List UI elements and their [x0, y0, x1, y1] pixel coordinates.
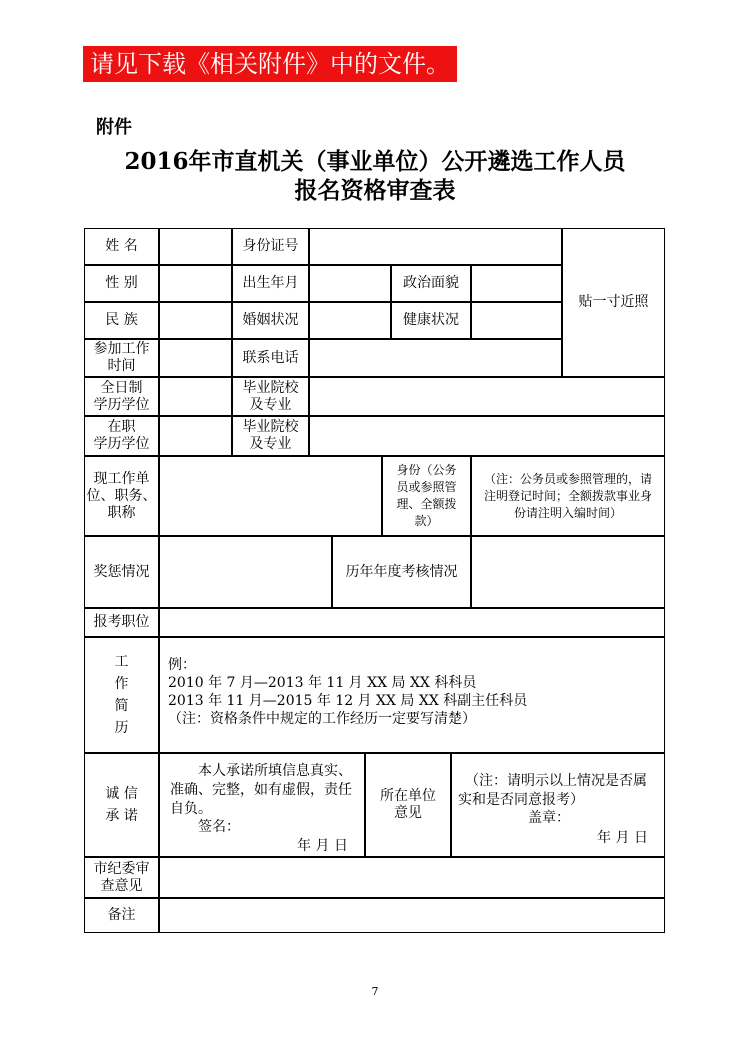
fulltime-edu-label: 全日制 学历学位 [84, 377, 159, 416]
phone-field[interactable] [309, 339, 562, 377]
id-number-label: 身份证号 [232, 228, 309, 265]
inservice-school-label: 毕业院校 及专业 [232, 416, 309, 456]
unit-opinion-date: 年 月 日 [597, 830, 648, 846]
gender-field[interactable] [159, 265, 232, 302]
integrity-text: 本人承诺所填信息真实、准确、完整，如有虚假，责任自负。 [170, 763, 352, 817]
current-unit-label: 现工作单 位、职务、 职称 [84, 456, 159, 536]
birth-label: 出生年月 [232, 265, 309, 302]
marital-label: 婚姻状况 [232, 302, 309, 339]
remarks-label: 备注 [84, 898, 159, 933]
unit-seal-label: 盖章： [528, 810, 570, 826]
remarks-field[interactable] [159, 898, 665, 933]
work-start-label: 参加工作 时间 [84, 339, 159, 377]
current-unit-field[interactable] [159, 456, 382, 536]
resume-line-1: 2010 年 7 月—2013 年 11 月 XX 局 XX 科科员 [168, 675, 477, 691]
integrity-date: 年 月 日 [297, 838, 348, 854]
phone-label: 联系电话 [232, 339, 309, 377]
political-field[interactable] [471, 265, 562, 302]
birth-field[interactable] [309, 265, 391, 302]
political-label: 政治面貌 [391, 265, 471, 302]
resume-line-2: 2013 年 11 月—2015 年 12 月 XX 局 XX 科副主任科员 [168, 693, 528, 709]
identity-note: （注：公务员或参照管理的，请注明登记时间；全额拨款事业身份请注明入编时间） [471, 456, 665, 536]
health-label: 健康状况 [391, 302, 471, 339]
identity-label: 身份（公务 员或参照管 理、全额拨 款） [382, 456, 471, 536]
rewards-label: 奖惩情况 [84, 536, 159, 608]
ethnicity-label: 民 族 [84, 302, 159, 339]
health-field[interactable] [471, 302, 562, 339]
assessment-label: 历年年度考核情况 [332, 536, 471, 608]
document-title: 2016年市直机关（事业单位）公开遴选工作人员 [124, 148, 626, 175]
rewards-field[interactable] [159, 536, 332, 608]
gender-label: 性 别 [84, 265, 159, 302]
fulltime-edu-field[interactable] [159, 377, 232, 416]
download-notice-banner: 请见下载《相关附件》中的文件。 [83, 46, 457, 82]
fulltime-school-label: 毕业院校 及专业 [232, 377, 309, 416]
inservice-edu-field[interactable] [159, 416, 232, 456]
page-number: 7 [371, 985, 379, 998]
document-subtitle: 报名资格审查表 [294, 177, 456, 204]
resume-line-0: 例： [168, 657, 196, 673]
unit-opinion-box [451, 753, 665, 857]
resume-line-3: （注：资格条件中规定的工作经历一定要写清楚） [168, 711, 476, 727]
resume-label: 工 作 简 历 [84, 637, 159, 753]
name-field[interactable] [159, 228, 232, 265]
photo-placeholder: 贴一寸近照 [562, 228, 665, 377]
unit-opinion-text: （注：请明示以上情况是否属实和是否同意报考） [458, 773, 647, 808]
integrity-sign-label: 签名： [198, 819, 240, 835]
integrity-box [159, 753, 365, 857]
ethnicity-field[interactable] [159, 302, 232, 339]
work-start-field[interactable] [159, 339, 232, 377]
integrity-label: 诚 信 承 诺 [84, 753, 159, 857]
attachment-label: 附件 [96, 117, 132, 138]
assessment-field[interactable] [471, 536, 665, 608]
inservice-edu-label: 在职 学历学位 [84, 416, 159, 456]
id-number-field[interactable] [309, 228, 562, 265]
resume-field[interactable] [159, 637, 665, 753]
discipline-label: 市纪委审 查意见 [84, 857, 159, 898]
fulltime-school-field[interactable] [309, 377, 665, 416]
discipline-field[interactable] [159, 857, 665, 898]
inservice-school-field[interactable] [309, 416, 665, 456]
marital-field[interactable] [309, 302, 391, 339]
name-label: 姓 名 [84, 228, 159, 265]
unit-opinion-label: 所在单位 意见 [365, 753, 451, 857]
position-label: 报考职位 [84, 608, 159, 637]
position-field[interactable] [159, 608, 665, 637]
